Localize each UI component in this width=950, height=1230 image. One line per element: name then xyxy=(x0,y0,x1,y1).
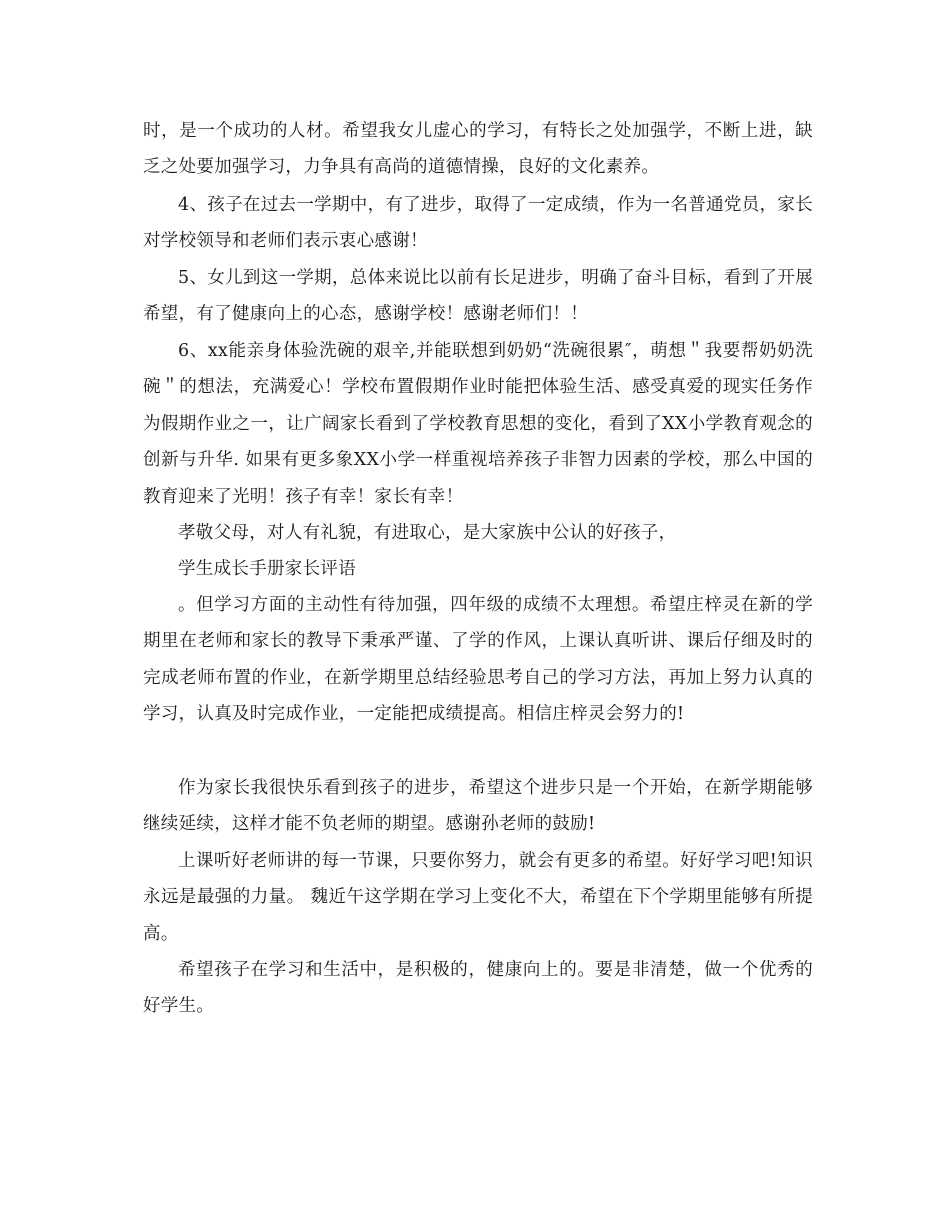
paragraph-2: 4、孩子在过去一学期中，有了进步，取得了一定成绩，作为一名普通党员，家长对学校领导和老师们表示衷心感谢！ xyxy=(143,195,813,252)
section-heading: 学生成长手册家长评语 xyxy=(178,559,356,579)
paragraph-9: 希望孩子在学习和生活中，是积极的，健康向上的。要是非清楚，做一个优秀的好学生。 xyxy=(143,960,813,1017)
paragraph-5: 孝敬父母，对人有礼貌，有进取心，是大家族中公认的好孩子， xyxy=(178,523,677,543)
paragraph-6: 。但学习方面的主动性有待加强，四年级的成绩不太理想。希望庄梓灵在新的学期里在老师和家长的教导下秉承严谨、了学的作风，上课认真听讲、课后仔细及时的完成老师布置的作业，在新学期里总结经验思考自己的学习方法，再加上努力认真的学习，认真及时完成作业，一定能把成绩提高。相信庄梓灵会努力的! xyxy=(143,595,813,725)
paragraph-8: 上课听好老师讲的每一节课，只要你努力，就会有更多的希望。好好学习吧!知识永远是最强的力量。 魏近午这学期在学习上变化不大，希望在下个学期里能够有所提高。 xyxy=(143,851,813,944)
paragraph-1: 时，是一个成功的人材。希望我女儿虚心的学习，有特长之处加强学，不断上进，缺乏之处要加强学习，力争具有高尚的道德情操，良好的文化素养。 xyxy=(143,121,813,178)
paragraph-4: 6、xx能亲身体验洗碗的艰辛,并能联想到奶奶“洗碗很累″，萌想＂我要帮奶奶洗碗＂的想法，充满爱心！学校布置假期作业时能把体验生活、感受真爱的现实任务作为假期作业之一，让广阔家长看到了学校教育思想的变化，看到了XX小学教育观念的创新与升华. 如果有更多象XX小学一样重视培养孩子非智力因素的学校，那么中国的教育迎来了光明！孩子有幸！家长有幸！ xyxy=(143,341,813,507)
paragraph-7: 作为家长我很快乐看到孩子的进步，希望这个进步只是一个开始，在新学期能够继续延续，这样才能不负老师的期望。感谢孙老师的鼓励! xyxy=(143,778,813,835)
paragraph-3: 5、女儿到这一学期，总体来说比以前有长足进步，明确了奋斗目标，看到了开展希望，有了健康向上的心态，感谢学校！感谢老师们！！ xyxy=(143,268,813,325)
